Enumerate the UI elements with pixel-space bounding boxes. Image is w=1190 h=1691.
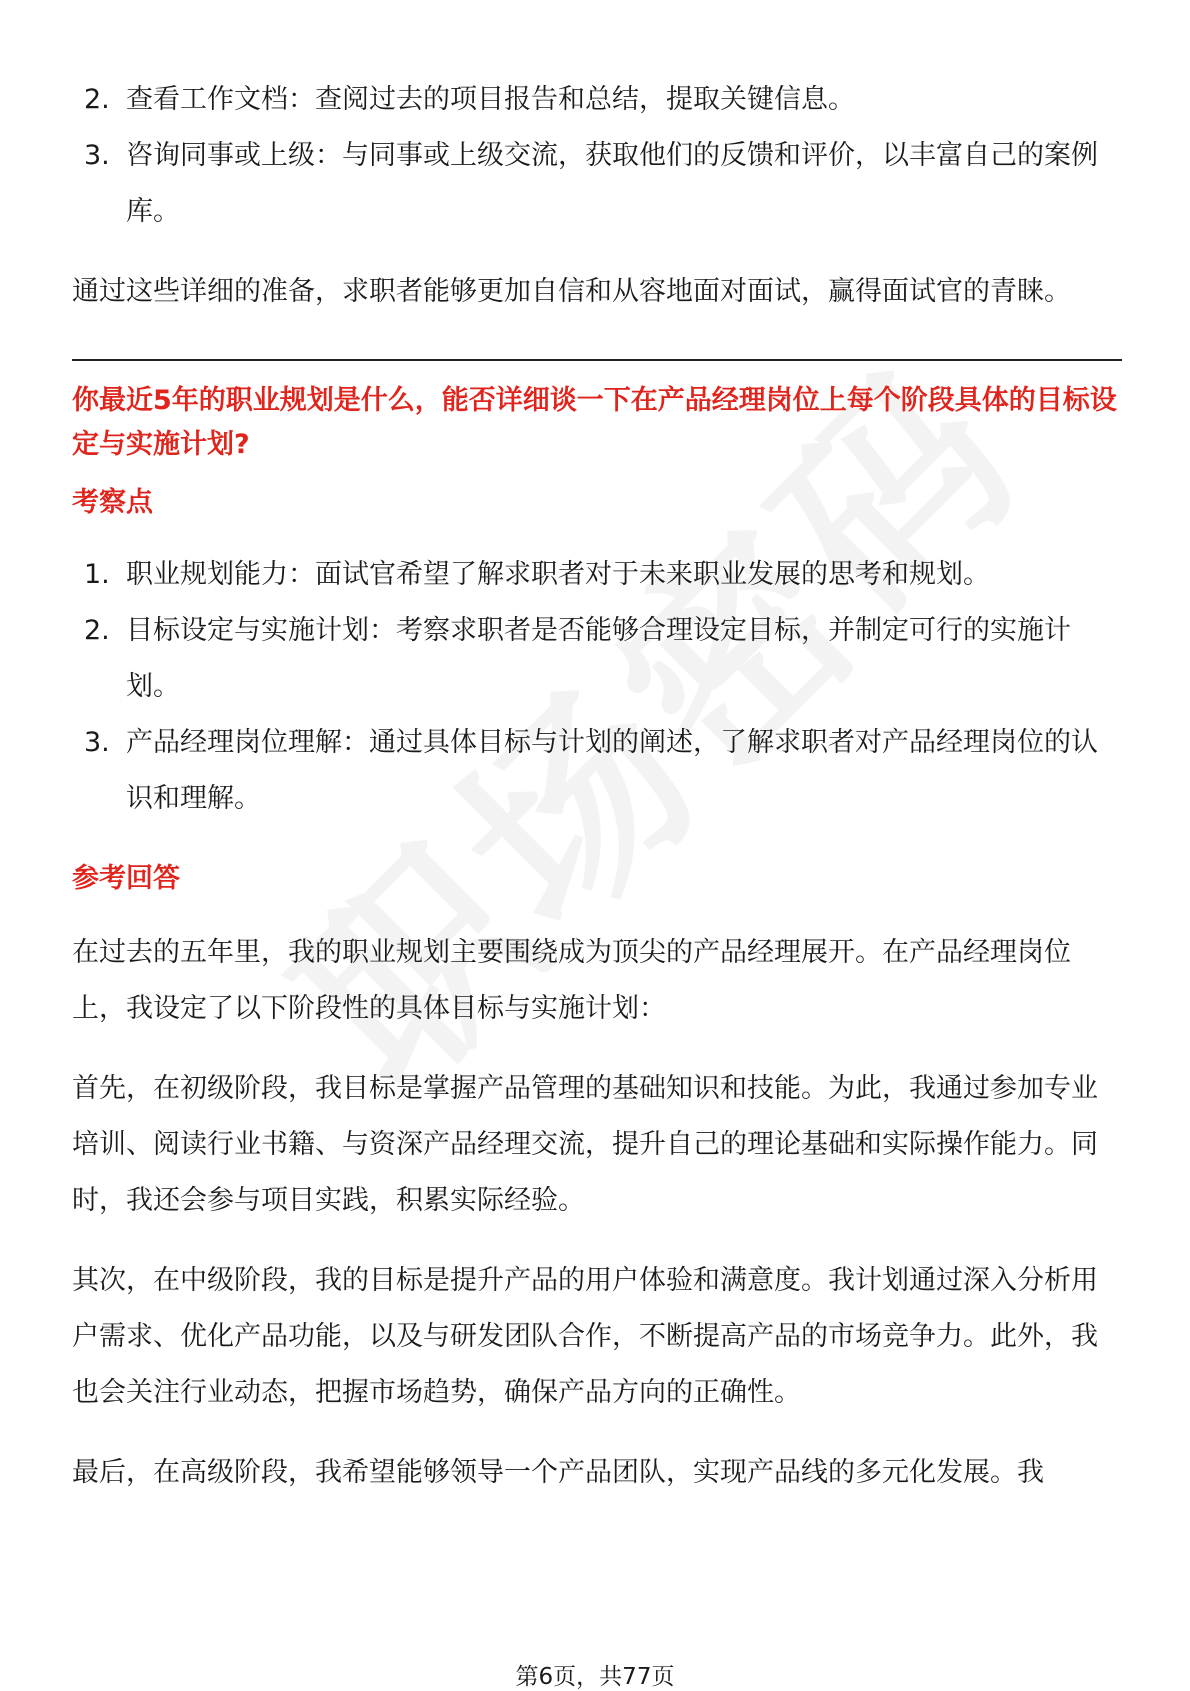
page-footer: 第6页，共77页 xyxy=(515,1664,675,1690)
list-text: 查看工作文档：查阅过去的项目报告和总结，提取关键信息。 xyxy=(126,84,855,115)
summary-paragraph: 通过这些详细的准备，求职者能够更加自信和从容地面对面试，赢得面试官的青睐。 xyxy=(72,276,1071,307)
list-item xyxy=(72,547,1122,603)
list-number: 3. xyxy=(84,140,110,171)
section-divider xyxy=(72,359,1122,361)
preparation-list xyxy=(72,72,1122,240)
list-text: 职业规划能力：面试官希望了解求职者对于未来职业发展的思考和规划。 xyxy=(126,559,990,590)
answer-paragraph: 其次，在中级阶段，我的目标是提升产品的用户体验和满意度。我计划通过深入分析用户需求、优化产品功能，以及与研发团队合作，不断提高产品的市场竞争力。此外，我也会关注行业动态，把握市场趋势，确保产品方向的正确性。 xyxy=(72,1265,1098,1408)
list-text: 产品经理岗位理解：通过具体目标与计划的阐述，了解求职者对产品经理岗位的认识和理解。 xyxy=(126,727,1098,814)
list-text: 目标设定与实施计划：考察求职者是否能够合理设定目标，并制定可行的实施计划。 xyxy=(126,615,1071,702)
list-item xyxy=(72,128,1122,240)
list-item xyxy=(72,603,1122,715)
list-number: 2. xyxy=(84,84,110,115)
list-number: 1. xyxy=(84,559,110,590)
list-text: 咨询同事或上级：与同事或上级交流，获取他们的反馈和评价，以丰富自己的案例库。 xyxy=(126,140,1098,227)
answer-paragraph: 首先，在初级阶段，我目标是掌握产品管理的基础知识和技能。为此，我通过参加专业培训、阅读行业书籍、与资深产品经理交流，提升自己的理论基础和实际操作能力。同时，我还会参与项目实践，积累实际经验。 xyxy=(72,1073,1098,1216)
list-item xyxy=(72,715,1122,827)
exam-points-list xyxy=(72,547,1122,827)
answer-heading: 参考回答 xyxy=(72,863,180,894)
answer-paragraph: 最后，在高级阶段，我希望能够领导一个产品团队，实现产品线的多元化发展。我 xyxy=(72,1457,1044,1488)
question-heading: 你最近5年的职业规划是什么，能否详细谈一下在产品经理岗位上每个阶段具体的目标设定与实施计划? xyxy=(72,385,1117,460)
list-item xyxy=(72,72,1122,128)
list-number: 2. xyxy=(84,615,110,646)
answer-paragraph: 在过去的五年里，我的职业规划主要围绕成为顶尖的产品经理展开。在产品经理岗位上，我设定了以下阶段性的具体目标与实施计划： xyxy=(72,937,1071,1024)
exam-points-heading: 考察点 xyxy=(72,487,153,518)
page-content xyxy=(72,72,1122,1501)
list-number: 3. xyxy=(84,727,110,758)
